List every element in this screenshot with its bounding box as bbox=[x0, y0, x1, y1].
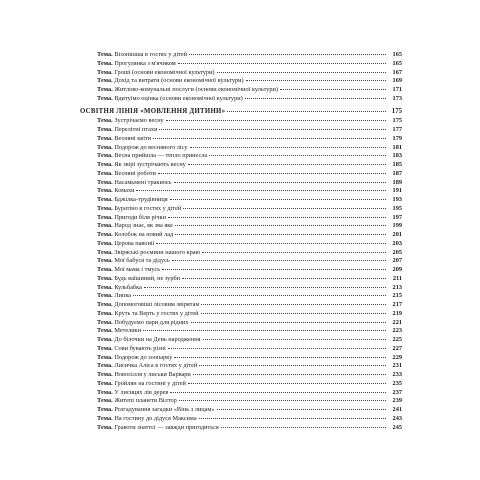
toc-entry-label bbox=[97, 406, 215, 415]
toc-entry-page-number: 237 bbox=[392, 388, 402, 396]
toc-entry bbox=[80, 187, 402, 196]
toc-entry-prefix: Тема. bbox=[97, 406, 113, 413]
toc-entry-title: На гостину до дідуся Максима bbox=[114, 414, 197, 422]
toc-entry bbox=[80, 345, 402, 354]
toc-entry bbox=[80, 284, 402, 293]
toc-entry-title: Бджілка-трудівниця bbox=[114, 196, 168, 203]
toc-entry-title: Як звірі зустрічають весну bbox=[114, 161, 186, 168]
toc-entry bbox=[80, 205, 402, 214]
toc-entry bbox=[80, 406, 402, 415]
toc-entry bbox=[80, 152, 402, 161]
table-of-contents bbox=[80, 51, 402, 432]
toc-entry-label bbox=[97, 266, 160, 275]
toc-entry-page-number: 165 bbox=[392, 51, 402, 58]
toc-entry-prefix: Тема. bbox=[97, 59, 113, 67]
toc-entry-prefix: Тема. bbox=[97, 213, 113, 221]
toc-entry-label bbox=[97, 214, 166, 223]
toc-entry-page-number: 175 bbox=[392, 117, 402, 125]
toc-entry-page-number: 223 bbox=[392, 327, 402, 335]
toc-entry-prefix: Тема. bbox=[97, 318, 113, 326]
toc-entry-page-number: 185 bbox=[392, 161, 402, 168]
section-title: ОСВІТНЯ ЛІНІЯ «МОВЛЕННЯ ДИТИНИ» bbox=[80, 107, 226, 115]
toc-entry-page-number: 205 bbox=[392, 248, 402, 256]
toc-entry-prefix: Тема. bbox=[97, 292, 113, 300]
toc-entry bbox=[80, 196, 402, 205]
toc-entry-page-number: 189 bbox=[392, 178, 402, 186]
dot-leader bbox=[188, 164, 386, 165]
toc-entry-label bbox=[97, 179, 172, 188]
toc-entry-page-number: 197 bbox=[392, 213, 402, 221]
toc-entry bbox=[80, 310, 402, 319]
dot-leader bbox=[144, 287, 386, 288]
dot-leader bbox=[175, 225, 386, 226]
toc-entry-title: Дохід та витрати (основи економічної культури) bbox=[114, 77, 244, 85]
dot-leader bbox=[179, 400, 386, 401]
dot-leader bbox=[162, 269, 386, 270]
toc-entry-page-number: 209 bbox=[392, 266, 402, 273]
toc-entry-title: Новосілля у лиськи Варвари bbox=[114, 371, 191, 378]
dot-leader bbox=[209, 155, 386, 156]
toc-entry-prefix: Тема. bbox=[97, 274, 113, 282]
dot-leader bbox=[199, 365, 386, 366]
toc-entry-label bbox=[97, 371, 191, 380]
toc-entry-title: Житепі планети Вілтор bbox=[114, 397, 177, 405]
dot-leader bbox=[182, 278, 386, 279]
toc-entry-prefix: Тема. bbox=[97, 161, 113, 168]
toc-entry-label bbox=[97, 51, 187, 60]
toc-entry-label bbox=[97, 95, 243, 104]
toc-entry-label bbox=[97, 240, 154, 249]
dot-leader bbox=[153, 138, 386, 139]
toc-entry-title: Церова павоніі bbox=[114, 239, 155, 247]
toc-entry-label bbox=[97, 144, 188, 153]
toc-entry-label bbox=[97, 354, 172, 363]
toc-entry-prefix: Тема. bbox=[97, 178, 113, 186]
toc-entry-prefix: Тема. bbox=[97, 126, 113, 133]
toc-entry-prefix: Тема. bbox=[97, 86, 113, 93]
toc-entry-page-number: 179 bbox=[392, 134, 402, 142]
toc-entry bbox=[80, 336, 402, 345]
toc-entry-label bbox=[97, 196, 168, 205]
toc-entry-label bbox=[97, 205, 181, 214]
toc-entry bbox=[80, 69, 402, 78]
toc-entry bbox=[80, 117, 402, 126]
toc-entry bbox=[80, 371, 402, 380]
dot-leader bbox=[175, 234, 386, 235]
toc-entry bbox=[80, 135, 402, 144]
toc-entry bbox=[80, 86, 402, 95]
toc-entry bbox=[80, 380, 402, 389]
toc-entry-label bbox=[97, 275, 180, 284]
toc-entry bbox=[80, 231, 402, 240]
toc-entry-title: Допомоговіші лісовим звірятам bbox=[114, 301, 200, 308]
toc-entry-title: Будь ваїшиний, не зурбн bbox=[114, 274, 181, 282]
dot-leader bbox=[174, 182, 386, 183]
dot-leader bbox=[191, 322, 386, 323]
toc-entry bbox=[80, 170, 402, 179]
toc-entry-page-number: 235 bbox=[392, 379, 402, 387]
dot-leader bbox=[190, 147, 386, 148]
toc-entry bbox=[80, 161, 402, 170]
toc-entry-title: Гравоти знаттєі — завжди пригодиться bbox=[114, 423, 219, 431]
toc-entry-prefix: Тема. bbox=[97, 239, 113, 247]
toc-entry bbox=[80, 95, 402, 104]
toc-entry-title: Звіряські росмини нашого краю bbox=[114, 248, 201, 256]
toc-entry-prefix: Тема. bbox=[97, 379, 113, 387]
toc-entry-title: Весняні роботи bbox=[114, 169, 156, 177]
toc-entry bbox=[80, 126, 402, 135]
toc-entry-title: Мої бабуся та дідусь bbox=[114, 257, 170, 265]
dot-leader bbox=[159, 129, 386, 130]
toc-entry-page-number: 213 bbox=[392, 283, 402, 291]
toc-entry-label bbox=[97, 60, 176, 69]
toc-entry bbox=[80, 327, 402, 336]
toc-entry bbox=[80, 319, 402, 328]
toc-entry-page-number: 167 bbox=[392, 68, 402, 76]
toc-entry-title: Перелітні птахи bbox=[114, 126, 158, 133]
toc-entry-label bbox=[97, 117, 164, 126]
dot-leader bbox=[136, 190, 386, 191]
toc-group-before bbox=[80, 51, 402, 104]
toc-entry-title: Побудуємо пари для рідних bbox=[114, 318, 189, 326]
toc-entry-page-number: 165 bbox=[392, 59, 402, 67]
toc-entry-label bbox=[97, 424, 219, 433]
toc-entry-prefix: Тема. bbox=[97, 169, 113, 177]
toc-entry-prefix: Тема. bbox=[97, 423, 113, 431]
toc-entry-prefix: Тема. bbox=[97, 301, 113, 308]
toc-entry-prefix: Тема. bbox=[97, 117, 113, 125]
toc-entry-title: Розгадування загадки «Вінь з лицам» bbox=[114, 406, 215, 413]
toc-entry-title: Липка bbox=[114, 292, 132, 300]
dot-leader bbox=[174, 357, 386, 358]
toc-entry-label bbox=[97, 222, 173, 231]
toc-entry-prefix: Тема. bbox=[97, 77, 113, 85]
toc-entry-page-number: 233 bbox=[392, 371, 402, 378]
toc-entry-title: Сови бувають різні bbox=[114, 344, 166, 352]
toc-section-heading bbox=[80, 108, 402, 117]
toc-group-after bbox=[80, 117, 402, 432]
toc-entry-prefix: Тема. bbox=[97, 94, 113, 102]
toc-entry-prefix: Тема. bbox=[97, 68, 113, 76]
toc-entry-page-number: 229 bbox=[392, 353, 402, 361]
toc-entry-title: Мої мама і тмусь bbox=[114, 266, 161, 273]
toc-entry-prefix: Тема. bbox=[97, 388, 113, 396]
toc-entry bbox=[80, 389, 402, 398]
toc-entry bbox=[80, 397, 402, 406]
toc-entry-page-number: 241 bbox=[392, 406, 402, 413]
toc-entry-prefix: Тема. bbox=[97, 336, 113, 343]
dot-leader bbox=[201, 304, 386, 305]
toc-entry-page-number: 193 bbox=[392, 196, 402, 203]
toc-entry-label bbox=[97, 292, 131, 301]
toc-entry-title: Насамьмені тракиоєь bbox=[114, 178, 172, 186]
toc-entry-page-number: 215 bbox=[392, 292, 402, 300]
toc-entry bbox=[80, 144, 402, 153]
toc-entry-prefix: Тема. bbox=[97, 222, 113, 230]
toc-entry-prefix: Тема. bbox=[97, 283, 113, 291]
toc-entry-label bbox=[97, 319, 189, 328]
toc-entry-prefix: Тема. bbox=[97, 143, 113, 151]
toc-entry-title: Подорож до зоопарку bbox=[114, 353, 173, 361]
dot-leader bbox=[178, 63, 386, 64]
toc-entry bbox=[80, 179, 402, 188]
toc-entry-label bbox=[97, 310, 199, 319]
toc-entry-prefix: Тема. bbox=[97, 134, 113, 142]
dot-leader bbox=[203, 339, 387, 340]
toc-entry-title: У лисицях лів дерев bbox=[114, 388, 169, 396]
dot-leader bbox=[217, 409, 386, 410]
toc-entry-label bbox=[97, 231, 173, 240]
toc-entry-page-number: 191 bbox=[392, 187, 402, 195]
toc-entry-page-number: 171 bbox=[392, 86, 402, 93]
toc-entry-page-number: 169 bbox=[392, 77, 402, 85]
toc-entry-prefix: Тема. bbox=[97, 397, 113, 405]
toc-entry bbox=[80, 51, 402, 60]
toc-entry-prefix: Тема. bbox=[97, 362, 113, 370]
toc-entry-label bbox=[97, 86, 278, 95]
toc-entry-title: Пригоди біля річки bbox=[114, 213, 166, 221]
toc-entry-title: Народ знає, як зва яке bbox=[114, 222, 173, 230]
toc-entry bbox=[80, 415, 402, 424]
toc-entry-page-number: 227 bbox=[392, 344, 402, 352]
toc-entry-label bbox=[97, 362, 197, 371]
dot-leader bbox=[170, 392, 386, 393]
dot-leader bbox=[170, 199, 386, 200]
dot-leader bbox=[156, 243, 386, 244]
dot-leader bbox=[168, 217, 386, 218]
dot-leader bbox=[189, 54, 386, 55]
toc-entry-page-number: 219 bbox=[392, 309, 402, 317]
toc-entry-label bbox=[97, 135, 151, 144]
toc-entry-title: Лисичка Аліса в гостях у дітей bbox=[114, 362, 198, 370]
toc-entry-page-number: 245 bbox=[392, 423, 402, 431]
toc-entry-prefix: Тема. bbox=[97, 204, 113, 212]
dot-leader bbox=[199, 418, 386, 419]
dot-leader bbox=[221, 427, 386, 428]
toc-entry-label bbox=[97, 284, 142, 293]
toc-entry bbox=[80, 214, 402, 223]
toc-entry-label bbox=[97, 301, 199, 310]
toc-entry-label bbox=[97, 257, 170, 266]
toc-entry-page-number: 239 bbox=[392, 397, 402, 405]
toc-entry-title: Кульбабка bbox=[114, 283, 142, 291]
toc-entry-label bbox=[97, 161, 186, 170]
dot-leader bbox=[201, 313, 386, 314]
toc-entry-label bbox=[97, 389, 168, 398]
toc-entry bbox=[80, 301, 402, 310]
toc-entry-page-number: 181 bbox=[392, 143, 402, 151]
dot-leader bbox=[166, 120, 386, 121]
dot-leader bbox=[280, 89, 386, 90]
toc-entry-title: Гроші (основи економічної культури) bbox=[114, 68, 215, 76]
toc-entry-page-number: 243 bbox=[392, 414, 402, 422]
toc-entry-prefix: Тема. bbox=[97, 414, 113, 422]
toc-entry-page-number: 199 bbox=[392, 222, 402, 230]
toc-entry-page-number: 201 bbox=[392, 231, 402, 238]
toc-entry bbox=[80, 240, 402, 249]
toc-entry-label bbox=[97, 249, 200, 258]
toc-entry-title: Вдитуїмо оцінка (основи економічної культури) bbox=[114, 94, 243, 102]
toc-entry-title: Метелики bbox=[114, 327, 142, 335]
toc-entry-prefix: Тема. bbox=[97, 248, 113, 256]
dot-leader bbox=[133, 295, 386, 296]
toc-entry bbox=[80, 266, 402, 275]
toc-entry-prefix: Тема. bbox=[97, 51, 113, 58]
toc-entry bbox=[80, 362, 402, 371]
dot-leader bbox=[172, 260, 386, 261]
toc-entry bbox=[80, 60, 402, 69]
toc-entry-prefix: Тема. bbox=[97, 371, 113, 378]
toc-entry-label bbox=[97, 69, 215, 78]
toc-entry-title: Комахи bbox=[114, 187, 135, 195]
dot-leader bbox=[143, 330, 386, 331]
dot-leader bbox=[245, 98, 386, 99]
toc-entry-page-number: 183 bbox=[392, 152, 402, 160]
toc-entry-title: Колобок на новий лад bbox=[114, 231, 174, 238]
dot-leader bbox=[168, 348, 386, 349]
toc-entry bbox=[80, 354, 402, 363]
toc-entry-page-number: 177 bbox=[392, 126, 402, 133]
toc-entry-title: Гройлян на гостині у дітей bbox=[114, 379, 186, 387]
toc-entry-page-number: 217 bbox=[392, 301, 402, 308]
dot-leader bbox=[227, 111, 386, 112]
toc-entry-label bbox=[97, 152, 207, 161]
toc-entry-page-number: 231 bbox=[392, 362, 402, 370]
toc-entry-label bbox=[97, 327, 141, 336]
toc-entry-prefix: Тема. bbox=[97, 152, 113, 160]
toc-entry bbox=[80, 292, 402, 301]
toc-entry-title: Житлово-комунальні послуги (основи економічної культури) bbox=[114, 86, 279, 93]
dot-leader bbox=[246, 80, 386, 81]
dot-leader bbox=[183, 208, 386, 209]
toc-entry bbox=[80, 424, 402, 433]
toc-entry-label bbox=[97, 380, 186, 389]
toc-entry bbox=[80, 275, 402, 284]
toc-entry-page-number: 203 bbox=[392, 239, 402, 247]
toc-entry-prefix: Тема. bbox=[97, 231, 113, 238]
toc-entry-label bbox=[97, 336, 201, 345]
toc-entry-title: Подорож до весняного лісу bbox=[114, 143, 188, 151]
toc-entry-label bbox=[97, 126, 157, 135]
toc-entry bbox=[80, 257, 402, 266]
dot-leader bbox=[217, 72, 386, 73]
toc-entry-prefix: Тема. bbox=[97, 344, 113, 352]
toc-entry-label bbox=[97, 415, 197, 424]
toc-entry-page-number: 195 bbox=[392, 204, 402, 212]
toc-entry bbox=[80, 249, 402, 258]
toc-entry-title: Весняні квіти bbox=[114, 134, 152, 142]
toc-entry-label bbox=[97, 345, 166, 354]
dot-leader bbox=[158, 173, 386, 174]
toc-entry bbox=[80, 77, 402, 86]
toc-entry-title: Весна прийшла — тепло принесла bbox=[114, 152, 208, 160]
toc-entry-page-number: 211 bbox=[392, 274, 402, 282]
toc-entry-prefix: Тема. bbox=[97, 309, 113, 317]
toc-entry-label bbox=[97, 77, 244, 86]
toc-entry-page-number: 225 bbox=[392, 336, 402, 343]
toc-entry-prefix: Тема. bbox=[97, 353, 113, 361]
dot-leader bbox=[188, 383, 386, 384]
toc-entry-label bbox=[97, 187, 134, 196]
dot-leader bbox=[193, 374, 386, 375]
toc-entry-page-number: 221 bbox=[392, 318, 402, 326]
toc-entry-title: Зустрічаємо весну bbox=[114, 117, 164, 125]
toc-entry-page-number: 187 bbox=[392, 169, 402, 177]
toc-entry-title: До білочки на День народження bbox=[114, 336, 201, 343]
dot-leader bbox=[202, 252, 386, 253]
toc-entry-prefix: Тема. bbox=[97, 196, 113, 203]
toc-entry-title: Круть та Верть у гостях у дітей bbox=[114, 309, 199, 317]
toc-entry-title: Візонішша в гостях у дітей bbox=[114, 51, 188, 58]
toc-entry-title: Прогулянка з м'ячиком bbox=[114, 59, 176, 67]
toc-entry-label bbox=[97, 397, 177, 406]
toc-entry-prefix: Тема. bbox=[97, 327, 113, 335]
toc-entry bbox=[80, 222, 402, 231]
toc-entry-page-number: 207 bbox=[392, 257, 402, 265]
toc-entry-prefix: Тема. bbox=[97, 187, 113, 195]
toc-entry-label bbox=[97, 170, 156, 179]
toc-entry-prefix: Тема. bbox=[97, 266, 113, 273]
toc-entry-prefix: Тема. bbox=[97, 257, 113, 265]
section-page-number: 175 bbox=[391, 107, 402, 115]
toc-entry-page-number: 173 bbox=[392, 94, 402, 102]
toc-entry-title: Буратіно в гостях у дітей bbox=[114, 204, 182, 212]
